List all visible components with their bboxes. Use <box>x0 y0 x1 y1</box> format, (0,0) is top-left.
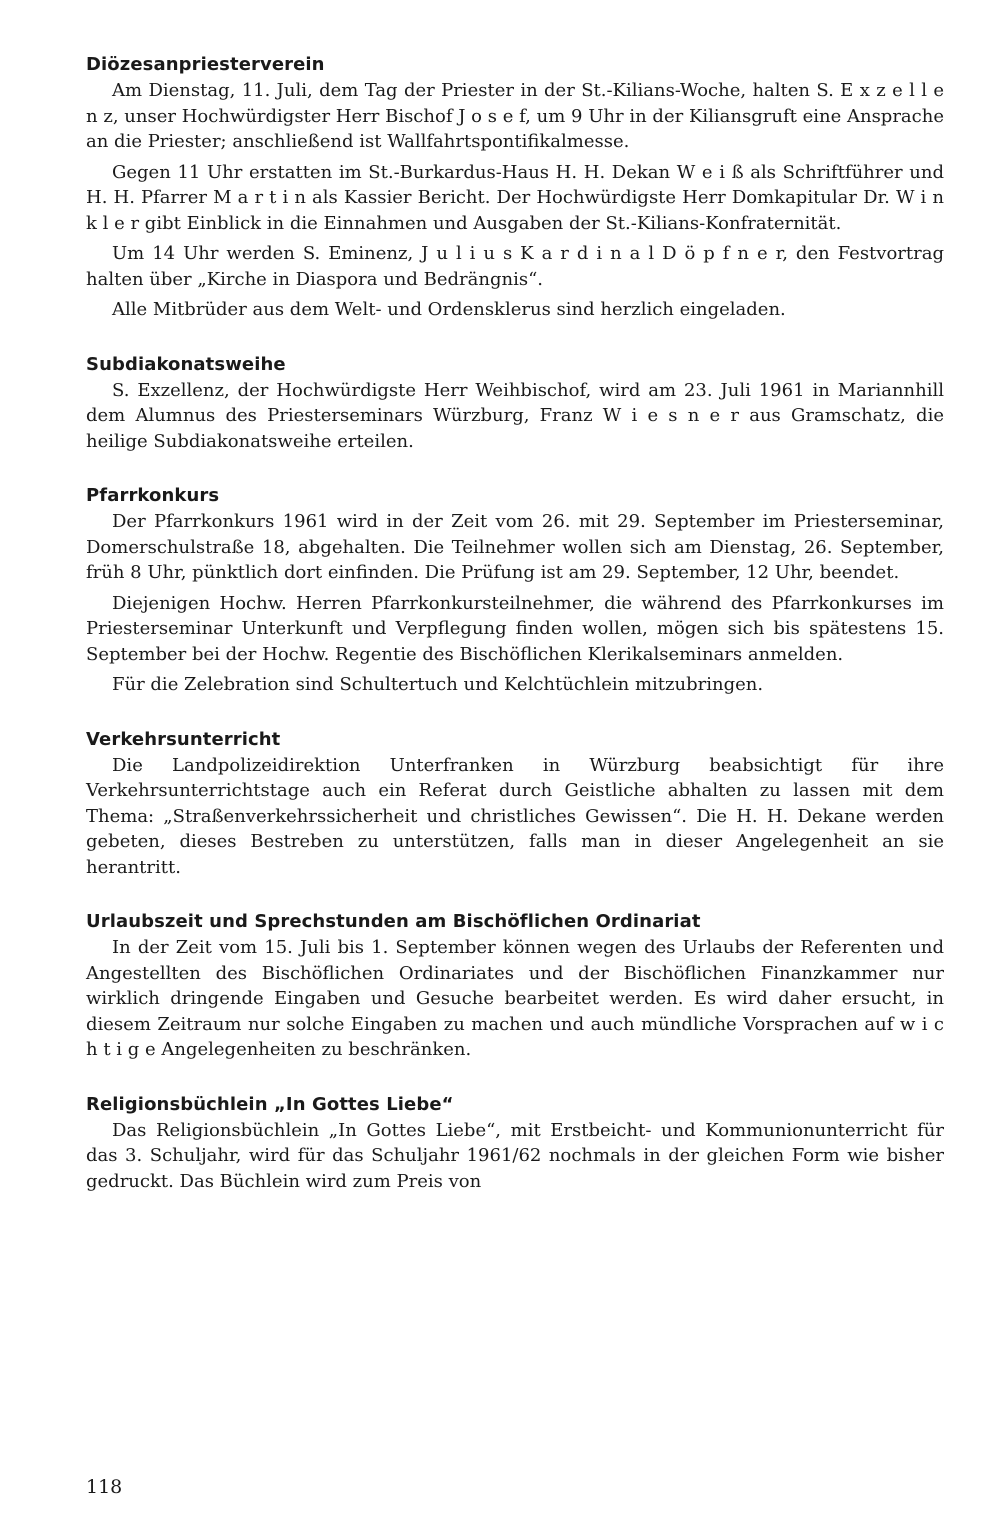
section-urlaubszeit <box>86 909 944 1063</box>
section-heading: Religionsbüchlein „In Gottes Liebe“ <box>86 1093 454 1115</box>
paragraph: Diejenigen Hochw. Herren Pfarrkonkursteilnehmer, die während des Pfarrkonkurses im Priesterseminar Unterkunft und Verpflegung finden wollen, mögen sich bis spätestens 15. September bei der Hochw. Regentie des Bischöflichen Klerikalseminars anmelden. <box>86 592 944 665</box>
paragraph: Um 14 Uhr werden S. Eminenz, J u l i u s K a r d i n a l D ö p f n e r, den Festvortrag halten über „Kirche in Diaspora und Bedrängnis“. <box>86 243 944 290</box>
document-page <box>86 52 944 1223</box>
section-dioezesanpriesterverein <box>86 52 944 323</box>
section-heading: Pfarrkonkurs <box>86 485 220 506</box>
section-pfarrkonkurs <box>86 483 944 698</box>
paragraph: Für die Zelebration sind Schultertuch und Kelchtüchlein mitzubringen. <box>112 674 764 695</box>
paragraph: Am Dienstag, 11. Juli, dem Tag der Priester in der St.-Kilians-Woche, halten S. E x z e l l e n z, unser Hochwürdigster Herr Bischof J o s e f, um 9 Uhr in der Kiliansgruft eine Ansprache an die Priester; anschließend ist Wallfahrtspontifikalmesse. <box>86 80 944 152</box>
paragraph: In der Zeit vom 15. Juli bis 1. September können wegen des Urlaubs der Referenten und Angestellten des Bischöflichen Ordinariates und der Bischöflichen Finanzkammer nur wirklich dringende Eingaben und Gesuche bearbeitet werden. Es wird daher ersucht, in diesem Zeitraum nur solche Eingaben zu machen und auch mündliche Vorsprachen auf w i c h t i g e Angelegenheiten zu beschränken. <box>86 937 944 1060</box>
section-heading: Diözesanpriesterverein <box>86 54 325 75</box>
section-heading: Urlaubszeit und Sprechstunden am Bischöflichen Ordinariat <box>86 911 701 932</box>
paragraph: Gegen 11 Uhr erstatten im St.-Burkardus-Haus H. H. Dekan W e i ß als Schriftführer und H. H. Pfarrer M a r t i n als Kassier Bericht. Der Hochwürdigste Herr Domkapitular Dr. W i n k l e r gibt Einblick in die Einnahmen und Ausgaben der St.-Kilians-Konfraternität. <box>86 161 944 234</box>
paragraph: Das Religionsbüchlein „In Gottes Liebe“, mit Erstbeicht- und Kommunionunterricht für das 3. Schuljahr, wird für das Schuljahr 1961/62 nochmals in der gleichen Form wie bisher gedruckt. Das Büchlein wird zum Preis von <box>86 1119 944 1192</box>
paragraph: Alle Mitbrüder aus dem Welt- und Ordensklerus sind herzlich eingeladen. <box>112 299 786 320</box>
section-verkehrsunterricht <box>86 727 944 881</box>
paragraph: Der Pfarrkonkurs 1961 wird in der Zeit vom 26. mit 29. September im Priesterseminar, Domerschulstraße 18, abgehalten. Die Teilnehmer wollen sich am Dienstag, 26. September, früh 8 Uhr, pünktlich dort einfinden. Die Prüfung ist am 29. September, 12 Uhr, beendet. <box>86 511 944 583</box>
paragraph: S. Exzellenz, der Hochwürdigste Herr Weihbischof, wird am 23. Juli 1961 in Mariannhill dem Alumnus des Priesterseminars Würzburg, Franz W i e s n e r aus Gramschatz, die heilige Subdiakonatsweihe erteilen. <box>86 379 944 452</box>
section-religionsbuechlein <box>86 1092 944 1195</box>
section-subdiakonatsweihe <box>86 352 944 455</box>
section-heading: Verkehrsunterricht <box>86 728 281 750</box>
paragraph: Die Landpolizeidirektion Unterfranken in Würzburg beabsichtigt für ihre Verkehrsunterrichtstage auch ein Referat durch Geistliche abhalten zu lassen mit dem Thema: „Straßenverkehrssicherheit und christliches Gewissen“. Die H. H. Dekane werden gebeten, dieses Bestreben zu unterstützen, falls man in dieser Angelegenheit an sie herantritt. <box>86 754 944 878</box>
page-number: 118 <box>86 1476 123 1498</box>
section-heading: Subdiakonatsweihe <box>86 353 286 375</box>
